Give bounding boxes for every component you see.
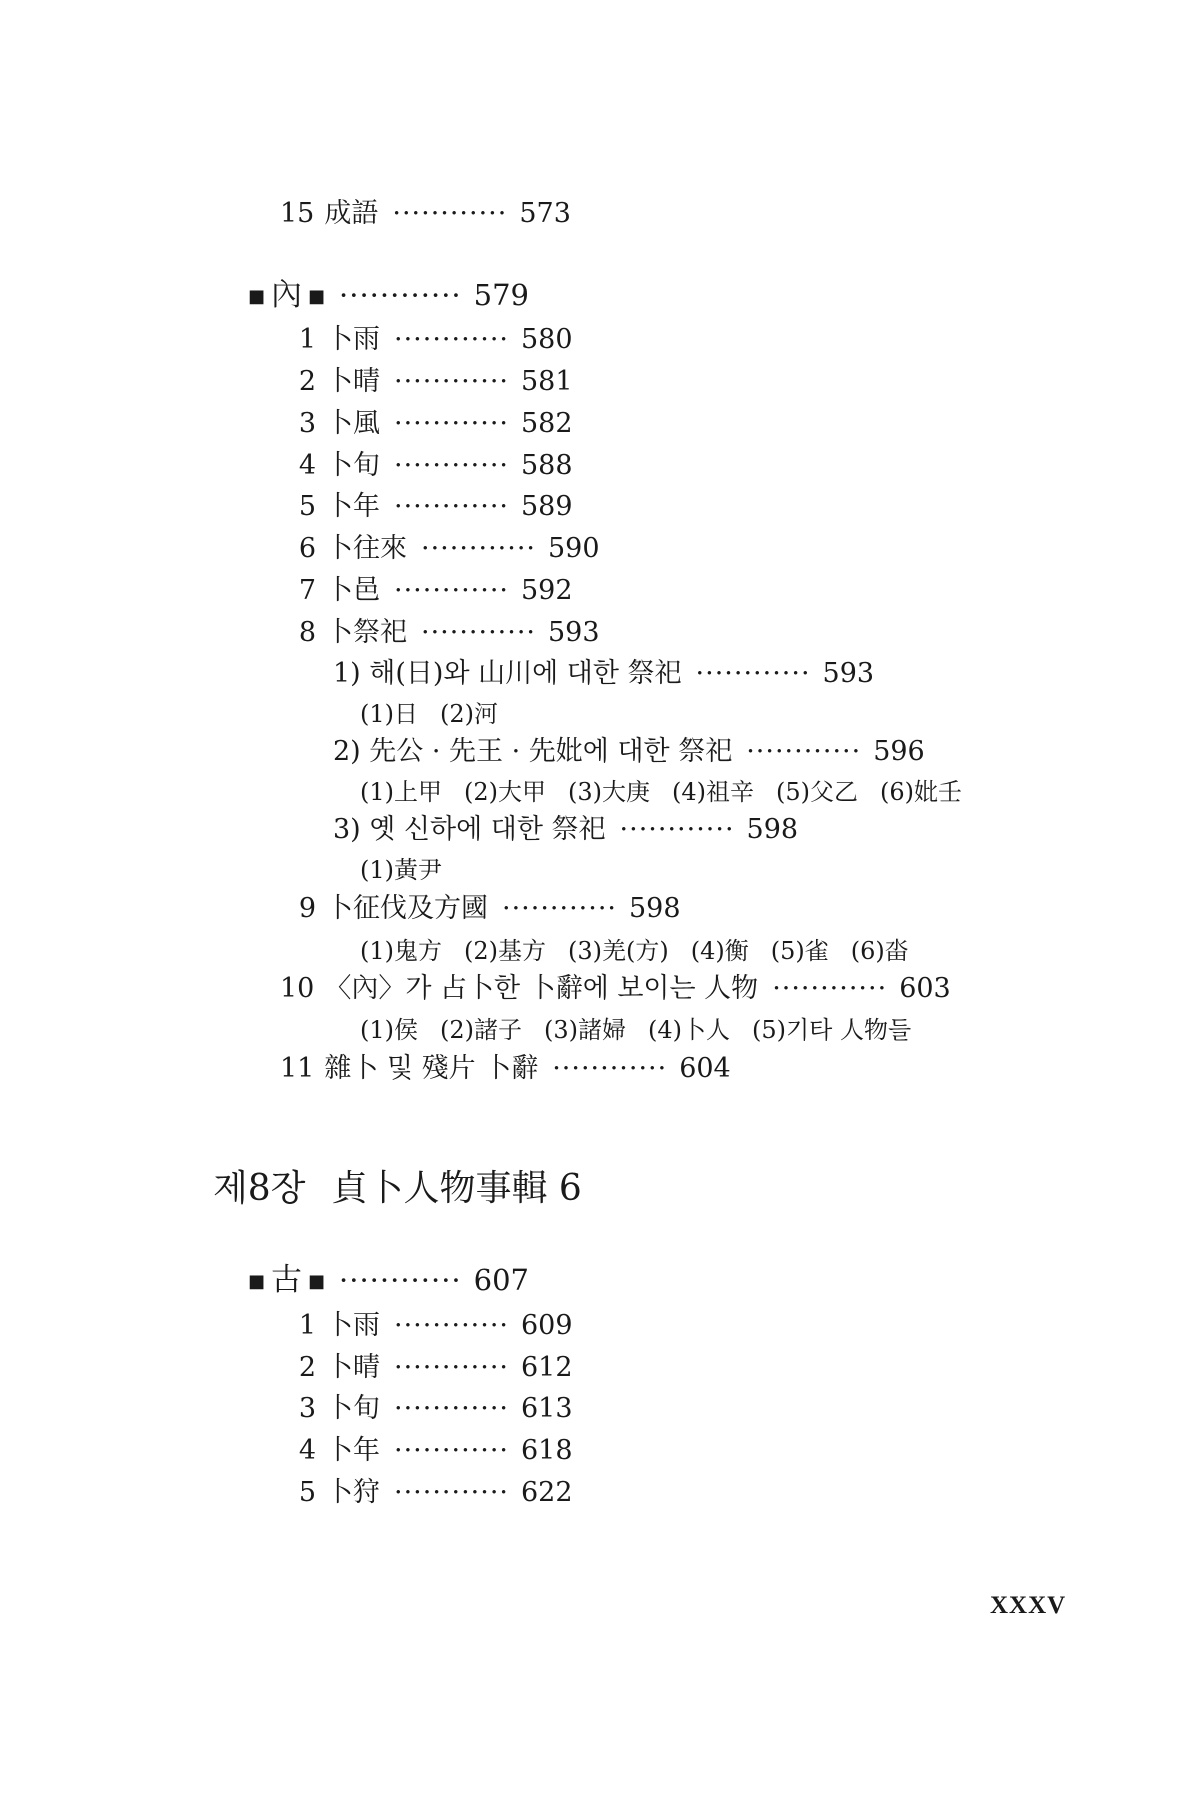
toc-entry: [290, 407, 573, 441]
entry-number: 2: [298, 366, 316, 397]
leader-dots: ············: [394, 575, 509, 606]
subentry-title: 3) 옛 신하에 대한 祭祀: [333, 814, 606, 845]
leader-dots: ············: [394, 408, 509, 439]
toc-entry: [290, 892, 681, 926]
entry-title: 卜征伐及方國: [326, 893, 488, 924]
entry-title: 卜雨: [326, 324, 380, 355]
entry-number: 1: [298, 1310, 316, 1341]
leader-dots: ············: [746, 736, 862, 767]
entry-number: 5: [298, 491, 316, 522]
chapter-title: 貞卜人物事輯 6: [331, 1168, 582, 1209]
leader-dots: ············: [772, 973, 888, 1004]
subitem: (5)雀: [770, 937, 829, 965]
entry-page: 580: [521, 324, 573, 355]
entry-page: 588: [521, 450, 573, 481]
toc-entry: [290, 1434, 573, 1468]
leader-dots: ············: [394, 491, 509, 522]
subentry-page: 596: [873, 736, 925, 767]
entry-page: 603: [899, 973, 951, 1004]
entry-page: 613: [521, 1393, 573, 1424]
toc-entry: [290, 365, 573, 399]
toc-entry: [280, 1052, 731, 1086]
chapter-heading: [213, 1167, 582, 1211]
entry-page: 598: [629, 893, 681, 924]
toc-subitems: [360, 1013, 933, 1047]
section-page: 579: [473, 278, 530, 312]
toc-entry: [290, 449, 573, 483]
subitem: (6)畓: [850, 937, 909, 965]
leader-dots: ············: [394, 324, 509, 355]
entry-title: 卜雨: [326, 1310, 380, 1341]
toc-entry: [280, 197, 571, 231]
entry-title: 成語: [324, 198, 379, 229]
entry-page: 592: [521, 575, 573, 606]
subitem: (1)侯: [360, 1016, 418, 1044]
leader-dots: ············: [421, 617, 536, 648]
subentry-title: 1) 해(日)와 山川에 대한 祭祀: [333, 658, 682, 689]
subitem: (3)諸婦: [544, 1016, 626, 1044]
entry-title: 卜晴: [326, 366, 380, 397]
leader-dots: ············: [502, 893, 617, 924]
leader-dots: ············: [619, 814, 735, 845]
subitem: (5)기타 人物들: [752, 1016, 912, 1044]
subentry-page: 593: [822, 658, 875, 689]
page-number: XXXV: [990, 1592, 1067, 1619]
entry-title: 卜旬: [326, 450, 380, 481]
toc-entry: [280, 972, 951, 1006]
entry-number: 3: [298, 1393, 316, 1424]
leader-dots: ············: [394, 1477, 509, 1508]
entry-page: 590: [548, 533, 600, 564]
entry-title: 卜邑: [326, 575, 380, 606]
entry-page: 612: [521, 1352, 573, 1383]
toc-subitems: [360, 934, 931, 968]
toc-entry: [290, 1476, 573, 1510]
toc-subitems: [360, 697, 520, 731]
toc-entry: [290, 574, 573, 608]
subitem: (4)衡: [690, 937, 749, 965]
entry-number: 15: [280, 198, 315, 229]
subitem: (3)羌(方): [568, 937, 669, 965]
leader-dots: ············: [394, 450, 509, 481]
subitem: (2)諸子: [440, 1016, 522, 1044]
leader-dots: ············: [394, 1310, 509, 1341]
subitem: (5)父乙: [776, 778, 858, 806]
toc-entry: [290, 1309, 573, 1343]
toc-entry: [290, 1351, 573, 1385]
entry-title: 〈內〉가 占卜한 卜辭에 보이는 人物: [324, 973, 759, 1004]
leader-dots: ············: [392, 198, 508, 229]
subitem: (1)日: [360, 700, 418, 728]
toc-subentry: [333, 813, 798, 847]
entry-number: 7: [298, 575, 316, 606]
toc-entry: [290, 323, 573, 357]
section-name: 內: [271, 277, 303, 313]
entry-page: 573: [519, 198, 571, 229]
subitem: (4)祖辛: [672, 778, 754, 806]
entry-page: 582: [521, 408, 573, 439]
toc-subitems: [360, 775, 984, 809]
entry-page: 593: [548, 617, 600, 648]
subitem: (1)鬼方: [360, 937, 442, 965]
entry-number: 10: [280, 973, 315, 1004]
leader-dots: ············: [339, 278, 462, 312]
subitem: (1)黃尹: [360, 856, 442, 884]
leader-dots: ············: [394, 1435, 509, 1466]
section-name: 古: [271, 1262, 303, 1298]
square-bullet-icon: ■: [248, 1271, 266, 1292]
toc-subitems: [360, 853, 464, 887]
entry-number: 2: [298, 1352, 316, 1383]
subentry-page: 598: [746, 814, 799, 845]
entry-page: 581: [521, 366, 573, 397]
toc-entry: [290, 616, 600, 650]
entry-title: 卜晴: [326, 1352, 380, 1383]
entry-number: 6: [298, 533, 316, 564]
subitem: (6)妣壬: [880, 778, 962, 806]
leader-dots: ············: [695, 658, 811, 689]
subitem: (3)大庚: [568, 778, 650, 806]
entry-title: 卜往來: [326, 533, 407, 564]
entry-number: 4: [298, 1435, 316, 1466]
entry-page: 622: [521, 1477, 573, 1508]
leader-dots: ············: [339, 1263, 462, 1297]
entry-title: 卜狩: [326, 1477, 380, 1508]
entry-number: 3: [298, 408, 316, 439]
entry-title: 卜旬: [326, 1393, 380, 1424]
subitem: (2)基方: [464, 937, 546, 965]
subitem: (1)上甲: [360, 778, 442, 806]
entry-number: 5: [298, 1477, 316, 1508]
leader-dots: ············: [421, 533, 536, 564]
toc-entry: [290, 490, 573, 524]
entry-number: 11: [280, 1053, 315, 1084]
entry-title: 卜風: [326, 408, 380, 439]
leader-dots: ············: [394, 366, 509, 397]
subitem: (2)大甲: [464, 778, 546, 806]
toc-entry: [290, 1392, 573, 1426]
entry-page: 609: [521, 1310, 573, 1341]
entry-number: 4: [298, 450, 316, 481]
square-bullet-icon: ■: [308, 286, 326, 307]
toc-entry: [290, 532, 600, 566]
leader-dots: ············: [394, 1393, 509, 1424]
entry-title: 卜年: [326, 1435, 380, 1466]
square-bullet-icon: ■: [248, 286, 266, 307]
entry-number: 9: [298, 893, 316, 924]
toc-subentry: [333, 657, 874, 691]
entry-title: 卜祭祀: [326, 617, 407, 648]
section-heading: [248, 278, 529, 314]
entry-page: 618: [521, 1435, 573, 1466]
subitem: (2)河: [440, 700, 498, 728]
leader-dots: ············: [552, 1053, 668, 1084]
section-heading: [248, 1263, 529, 1299]
entry-title: 雜卜 및 殘片 卜辭: [324, 1053, 539, 1084]
entry-page: 604: [679, 1053, 731, 1084]
leader-dots: ············: [394, 1352, 509, 1383]
entry-page: 589: [521, 491, 573, 522]
entry-number: 8: [298, 617, 316, 648]
entry-title: 卜年: [326, 491, 380, 522]
square-bullet-icon: ■: [308, 1271, 326, 1292]
section-page: 607: [473, 1263, 530, 1297]
subentry-title: 2) 先公 · 先王 · 先妣에 대한 祭祀: [333, 736, 733, 767]
subitem: (4)卜人: [648, 1016, 730, 1044]
toc-subentry: [333, 735, 925, 769]
chapter-label: 제8장: [213, 1168, 306, 1209]
entry-number: 1: [298, 324, 316, 355]
